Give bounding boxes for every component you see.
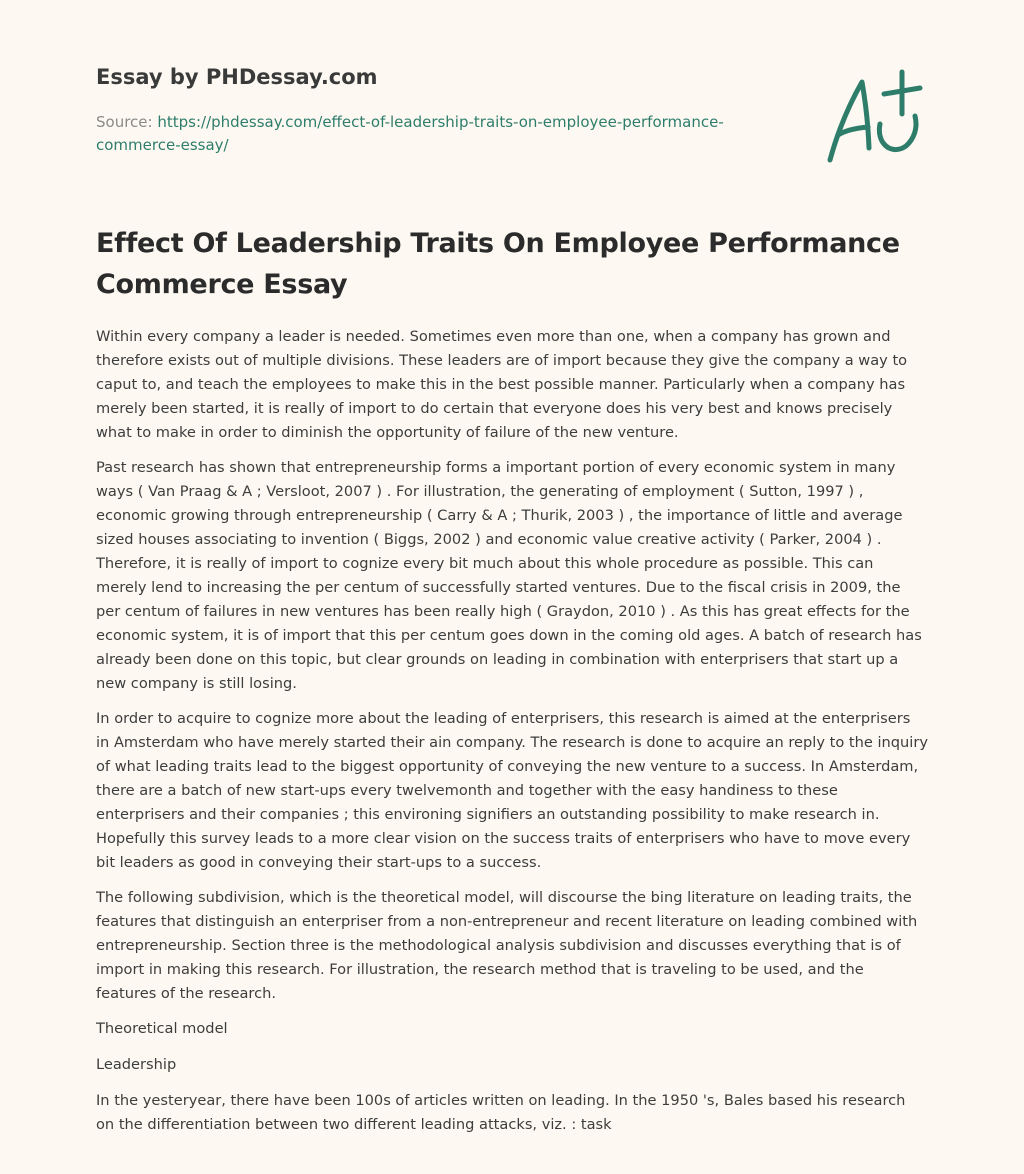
essay-paragraph: The following subdivision, which is the theoretical model, will discourse the bing literature on leading traits, the features that distinguish an enterpriser from a non-entrepreneur and recent literature on leading combined with entrepreneurship. Section three is the methodological analysis subdivision and discusses everything that is of import in making this research. For illustration, the research method that is traveling to be used, and the features of the research. (96, 889, 918, 1002)
site-title: Essay by PHDessay.com (96, 65, 378, 89)
source-link[interactable]: https://phdessay.com/effect-of-leadership-traits-on-employee-performance-commerce-essay/ (96, 113, 724, 154)
a-plus-logo-icon (822, 66, 928, 166)
section-heading: Theoretical model (96, 1020, 228, 1037)
essay-paragraph: Past research has shown that entrepreneurship forms a important portion of every economic system in many ways ( Van Praag & A ; Versloot, 2007 ) . For illustration, the generating of employment ( Sutton, 1997 ) , economic growing through entrepreneurship ( Carry & A ; Thurik, 2003 ) , the importance of little and average sized houses associating to invention ( Biggs, 2002 ) and economic value creative activity ( Parker, 2004 ) . Therefore, it is really of import to cognize every bit much about this whole procedure as possible. This can merely lend to increasing the per centum of successfully started ventures. Due to the fiscal crisis in 2009, the per centum of failures in new ventures has been really high ( Graydon, 2010 ) . As this has great effects for the economic system, it is of import that this per centum goes down in the coming old ages. A batch of research has already been done on this topic, but clear grounds on leading in combination with enterprisers that start up a new company is still losing. (96, 459, 922, 692)
essay-paragraph: In the yesteryear, there have been 100s of articles written on leading. In the 1950 's, Bales based his research on the differentiation between two different leading attacks, viz. : task (96, 1092, 906, 1133)
essay-body (96, 325, 928, 1148)
essay-title: Effect Of Leadership Traits On Employee Performance Commerce Essay (96, 228, 900, 300)
subsection-heading: Leadership (96, 1056, 177, 1073)
source-label: Source: (96, 113, 153, 131)
source-line (96, 111, 736, 157)
essay-paragraph: In order to acquire to cognize more about the leading of enterprisers, this research is aimed at the enterprisers in Amsterdam who have merely started their ain company. The research is done to acquire an reply to the inquiry of what leading traits lead to the biggest opportunity of conveying the new venture to a success. In Amsterdam, there are a batch of new start-ups every twelvemonth and together with the easy handiness to these enterprisers and their companies ; this environing signifiers an outstanding possibility to make research in. Hopefully this survey leads to a more clear vision on the success traits of enterprisers who have to move every bit leaders as good in conveying their start-ups to a success. (96, 710, 928, 871)
essay-paragraph: Within every company a leader is needed. Sometimes even more than one, when a company has grown and therefore exists out of multiple divisions. These leaders are of import because they give the company a way to caput to, and teach the employees to make this in the best possible manner. Particularly when a company has merely been started, it is really of import to do certain that everyone does his very best and knows precisely what to make in order to diminish the opportunity of failure of the new venture. (96, 328, 908, 441)
